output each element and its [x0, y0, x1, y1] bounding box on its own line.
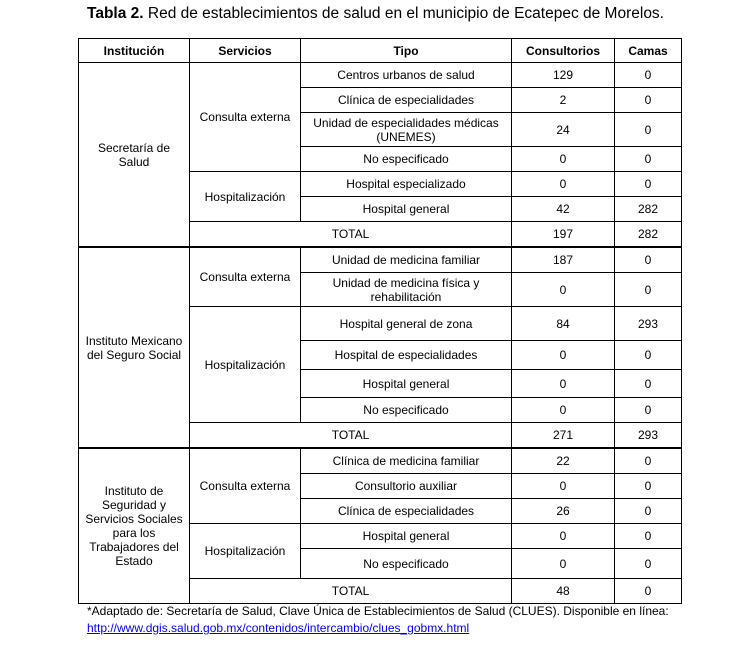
total-camas: 0 — [615, 579, 682, 604]
service-cell: Consulta externa — [190, 63, 301, 172]
consultorios-cell: 24 — [512, 113, 615, 147]
tipo-cell: No especificado — [301, 549, 512, 579]
consultorios-cell: 0 — [512, 341, 615, 370]
consultorios-cell: 187 — [512, 247, 615, 273]
camas-cell: 0 — [615, 63, 682, 88]
table-row — [79, 247, 682, 273]
institution-cell: Secretaría de Salud — [79, 63, 190, 248]
health-establishments-table — [78, 38, 682, 604]
service-cell: Hospitalización — [190, 524, 301, 579]
camas-cell: 0 — [615, 113, 682, 147]
caption-text: Red de establecimientos de salud en el municipio de Ecatepec de Morelos. — [143, 5, 664, 22]
camas-cell: 0 — [615, 524, 682, 549]
consultorios-cell: 22 — [512, 448, 615, 474]
consultorios-cell: 0 — [512, 147, 615, 172]
camas-cell: 0 — [615, 499, 682, 524]
consultorios-cell: 0 — [512, 524, 615, 549]
camas-cell: 293 — [615, 307, 682, 341]
service-cell: Hospitalización — [190, 172, 301, 222]
source-note — [87, 603, 681, 637]
header-consultorios: Consultorios — [512, 39, 615, 63]
tipo-cell: Hospital general de zona — [301, 307, 512, 341]
camas-cell: 0 — [615, 341, 682, 370]
header-servicios: Servicios — [190, 39, 301, 63]
camas-cell: 0 — [615, 273, 682, 307]
camas-cell: 0 — [615, 474, 682, 499]
tipo-cell: Consultorio auxiliar — [301, 474, 512, 499]
header-tipo: Tipo — [301, 39, 512, 63]
total-label: TOTAL — [190, 579, 512, 604]
camas-cell: 0 — [615, 398, 682, 423]
consultorios-cell: 0 — [512, 549, 615, 579]
institution-cell: Instituto de Seguridad y Servicios Sociales para los Trabajadores del Estado — [79, 448, 190, 604]
camas-cell: 0 — [615, 448, 682, 474]
camas-cell: 0 — [615, 247, 682, 273]
tipo-cell: Hospital general — [301, 197, 512, 222]
tipo-cell: Unidad de especialidades médicas (UNEMES) — [301, 113, 512, 147]
consultorios-cell: 129 — [512, 63, 615, 88]
tipo-cell: Clínica de medicina familiar — [301, 448, 512, 474]
camas-cell: 0 — [615, 172, 682, 197]
tipo-cell: Hospital de especialidades — [301, 341, 512, 370]
consultorios-cell: 42 — [512, 197, 615, 222]
camas-cell: 0 — [615, 370, 682, 398]
institution-cell: Instituto Mexicano del Seguro Social — [79, 247, 190, 448]
tipo-cell: Centros urbanos de salud — [301, 63, 512, 88]
camas-cell: 282 — [615, 197, 682, 222]
source-link[interactable]: http://www.dgis.salud.gob.mx/contenidos/intercambio/clues_gobmx.html — [87, 621, 470, 635]
total-label: TOTAL — [190, 222, 512, 248]
tipo-cell: No especificado — [301, 147, 512, 172]
camas-cell: 0 — [615, 147, 682, 172]
caption-label: Tabla 2. — [87, 5, 144, 22]
consultorios-cell: 2 — [512, 88, 615, 113]
service-cell: Hospitalización — [190, 307, 301, 423]
consultorios-cell: 26 — [512, 499, 615, 524]
total-camas: 293 — [615, 423, 682, 449]
consultorios-cell: 0 — [512, 370, 615, 398]
total-consultorios: 197 — [512, 222, 615, 248]
header-row — [79, 39, 682, 63]
tipo-cell: Hospital general — [301, 370, 512, 398]
tipo-cell: Unidad de medicina familiar — [301, 247, 512, 273]
consultorios-cell: 0 — [512, 398, 615, 423]
consultorios-cell: 84 — [512, 307, 615, 341]
total-camas: 282 — [615, 222, 682, 248]
total-label: TOTAL — [190, 423, 512, 449]
tipo-cell: Hospital especializado — [301, 172, 512, 197]
tipo-cell: Unidad de medicina física y rehabilitación — [301, 273, 512, 307]
camas-cell: 0 — [615, 549, 682, 579]
table-row — [79, 448, 682, 474]
consultorios-cell: 0 — [512, 474, 615, 499]
source-text: *Adaptado de: Secretaría de Salud, Clave Única de Establecimientos de Salud (CLUES). Disponible en línea: — [87, 604, 669, 618]
service-cell: Consulta externa — [190, 247, 301, 307]
header-institucion: Institución — [79, 39, 190, 63]
total-consultorios: 48 — [512, 579, 615, 604]
tipo-cell: Clínica de especialidades — [301, 88, 512, 113]
consultorios-cell: 0 — [512, 172, 615, 197]
service-cell: Consulta externa — [190, 448, 301, 524]
header-camas: Camas — [615, 39, 682, 63]
tipo-cell: Hospital general — [301, 524, 512, 549]
total-consultorios: 271 — [512, 423, 615, 449]
tipo-cell: No especificado — [301, 398, 512, 423]
table-row — [79, 63, 682, 88]
tipo-cell: Clínica de especialidades — [301, 499, 512, 524]
consultorios-cell: 0 — [512, 273, 615, 307]
table-caption — [87, 5, 664, 23]
camas-cell: 0 — [615, 88, 682, 113]
